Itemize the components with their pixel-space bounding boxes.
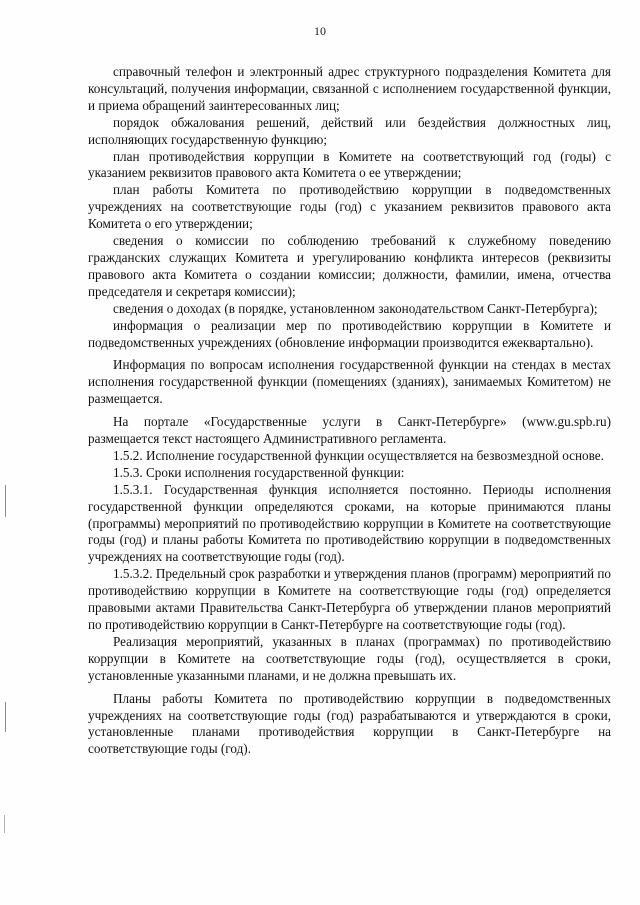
paragraph-income-info: сведения о доходах (в порядке, установленном законодательством Санкт-Петербурга);: [113, 300, 598, 316]
paragraph-work-plans-deadline: Планы работы Комитета по противодействию коррупции в подведомственных учреждениях на соответствующие годы (год) разрабатываются и утверждаются в сроки, установленные планами противодействия коррупции в Санкт-Петербурге на соответствующие годы (год).: [88, 690, 611, 757]
scan-margin-mark: [5, 485, 6, 517]
paragraph-measures-info: информация о реализации мер по противодействию коррупции в Комитете и подведомственных учреждениях (обновление информации производится ежеквартально).: [88, 317, 611, 350]
paragraph-work-plan: план работы Комитета по противодействию коррупции в подведомственных учреждениях на соответствующие годы (год) с указанием реквизитов правового акта Комитета о его утверждении;: [88, 182, 611, 232]
document-body: [88, 64, 611, 758]
scan-margin-mark: [5, 702, 6, 732]
paragraph-implementation: Реализация мероприятий, указанных в планах (программах) по противодействию коррупции в Комитете на соответствующие годы (год), осуществляется в сроки, установленные указанными планами, и не должна превышать их.: [88, 633, 611, 683]
paragraph-commission-info: сведения о комиссии по соблюдению требований к служебному поведению гражданских служащих Комитета и урегулированию конфликта интересов (реквизиты правового акта Комитета о создании комиссии; должности, фамилии, имена, отчества председателя и секретаря комиссии);: [88, 233, 611, 299]
page-number: 10: [314, 24, 326, 38]
paragraph-anticorruption-plan: план противодействия коррупции в Комитете на соответствующий год (годы) с указанием реквизитов правового акта Комитета о ее утверждении;: [88, 148, 611, 181]
paragraph-1-5-3-1: 1.5.3.1. Государственная функция исполняется постоянно. Периоды исполнения государственной функции определяются сроками, на которые принимаются планы (программы) мероприятий по противодействию коррупции в Комитете на соответствующие годы (год) и планы работы Комитета по противодействию коррупции в подведомственных учреждениях на соответствующие годы (год).: [88, 481, 611, 565]
paragraph-1-5-3-2: 1.5.3.2. Предельный срок разработки и утверждения планов (программ) мероприятий по противодействию коррупции в Комитете на соответствующие годы (год) определяется правовыми актами Правительства Санкт-Петербурга об утверждении планов мероприятий по противодействию коррупции в Санкт-Петербурге на соответствующие годы (год).: [88, 566, 611, 632]
paragraph-1-5-2: 1.5.2. Исполнение государственной функции осуществляется на безвозмездной основе.: [113, 447, 604, 463]
paragraph-portal-info: На портале «Государственные услуги в Санкт-Петербурге» (www.gu.spb.ru) размещается текст настоящего Административного регламента.: [88, 414, 611, 447]
paragraph-contact-info: справочный телефон и электронный адрес структурного подразделения Комитета для консультаций, получения информации, связанной с исполнением государственной функции, и приема обращений заинтересованных лиц;: [88, 64, 611, 113]
paragraph-appeal-procedure: порядок обжалования решений, действий или бездействия должностных лиц, исполняющих государственную функцию;: [88, 114, 611, 147]
paragraph-1-5-3: 1.5.3. Сроки исполнения государственной функции:: [113, 464, 405, 480]
scan-margin-mark: [4, 815, 5, 833]
paragraph-stands-info: Информация по вопросам исполнения государственной функции на стендах в местах исполнения государственной функции (помещениях (зданиях), занимаемых Комитетом) не размещается.: [88, 357, 611, 407]
